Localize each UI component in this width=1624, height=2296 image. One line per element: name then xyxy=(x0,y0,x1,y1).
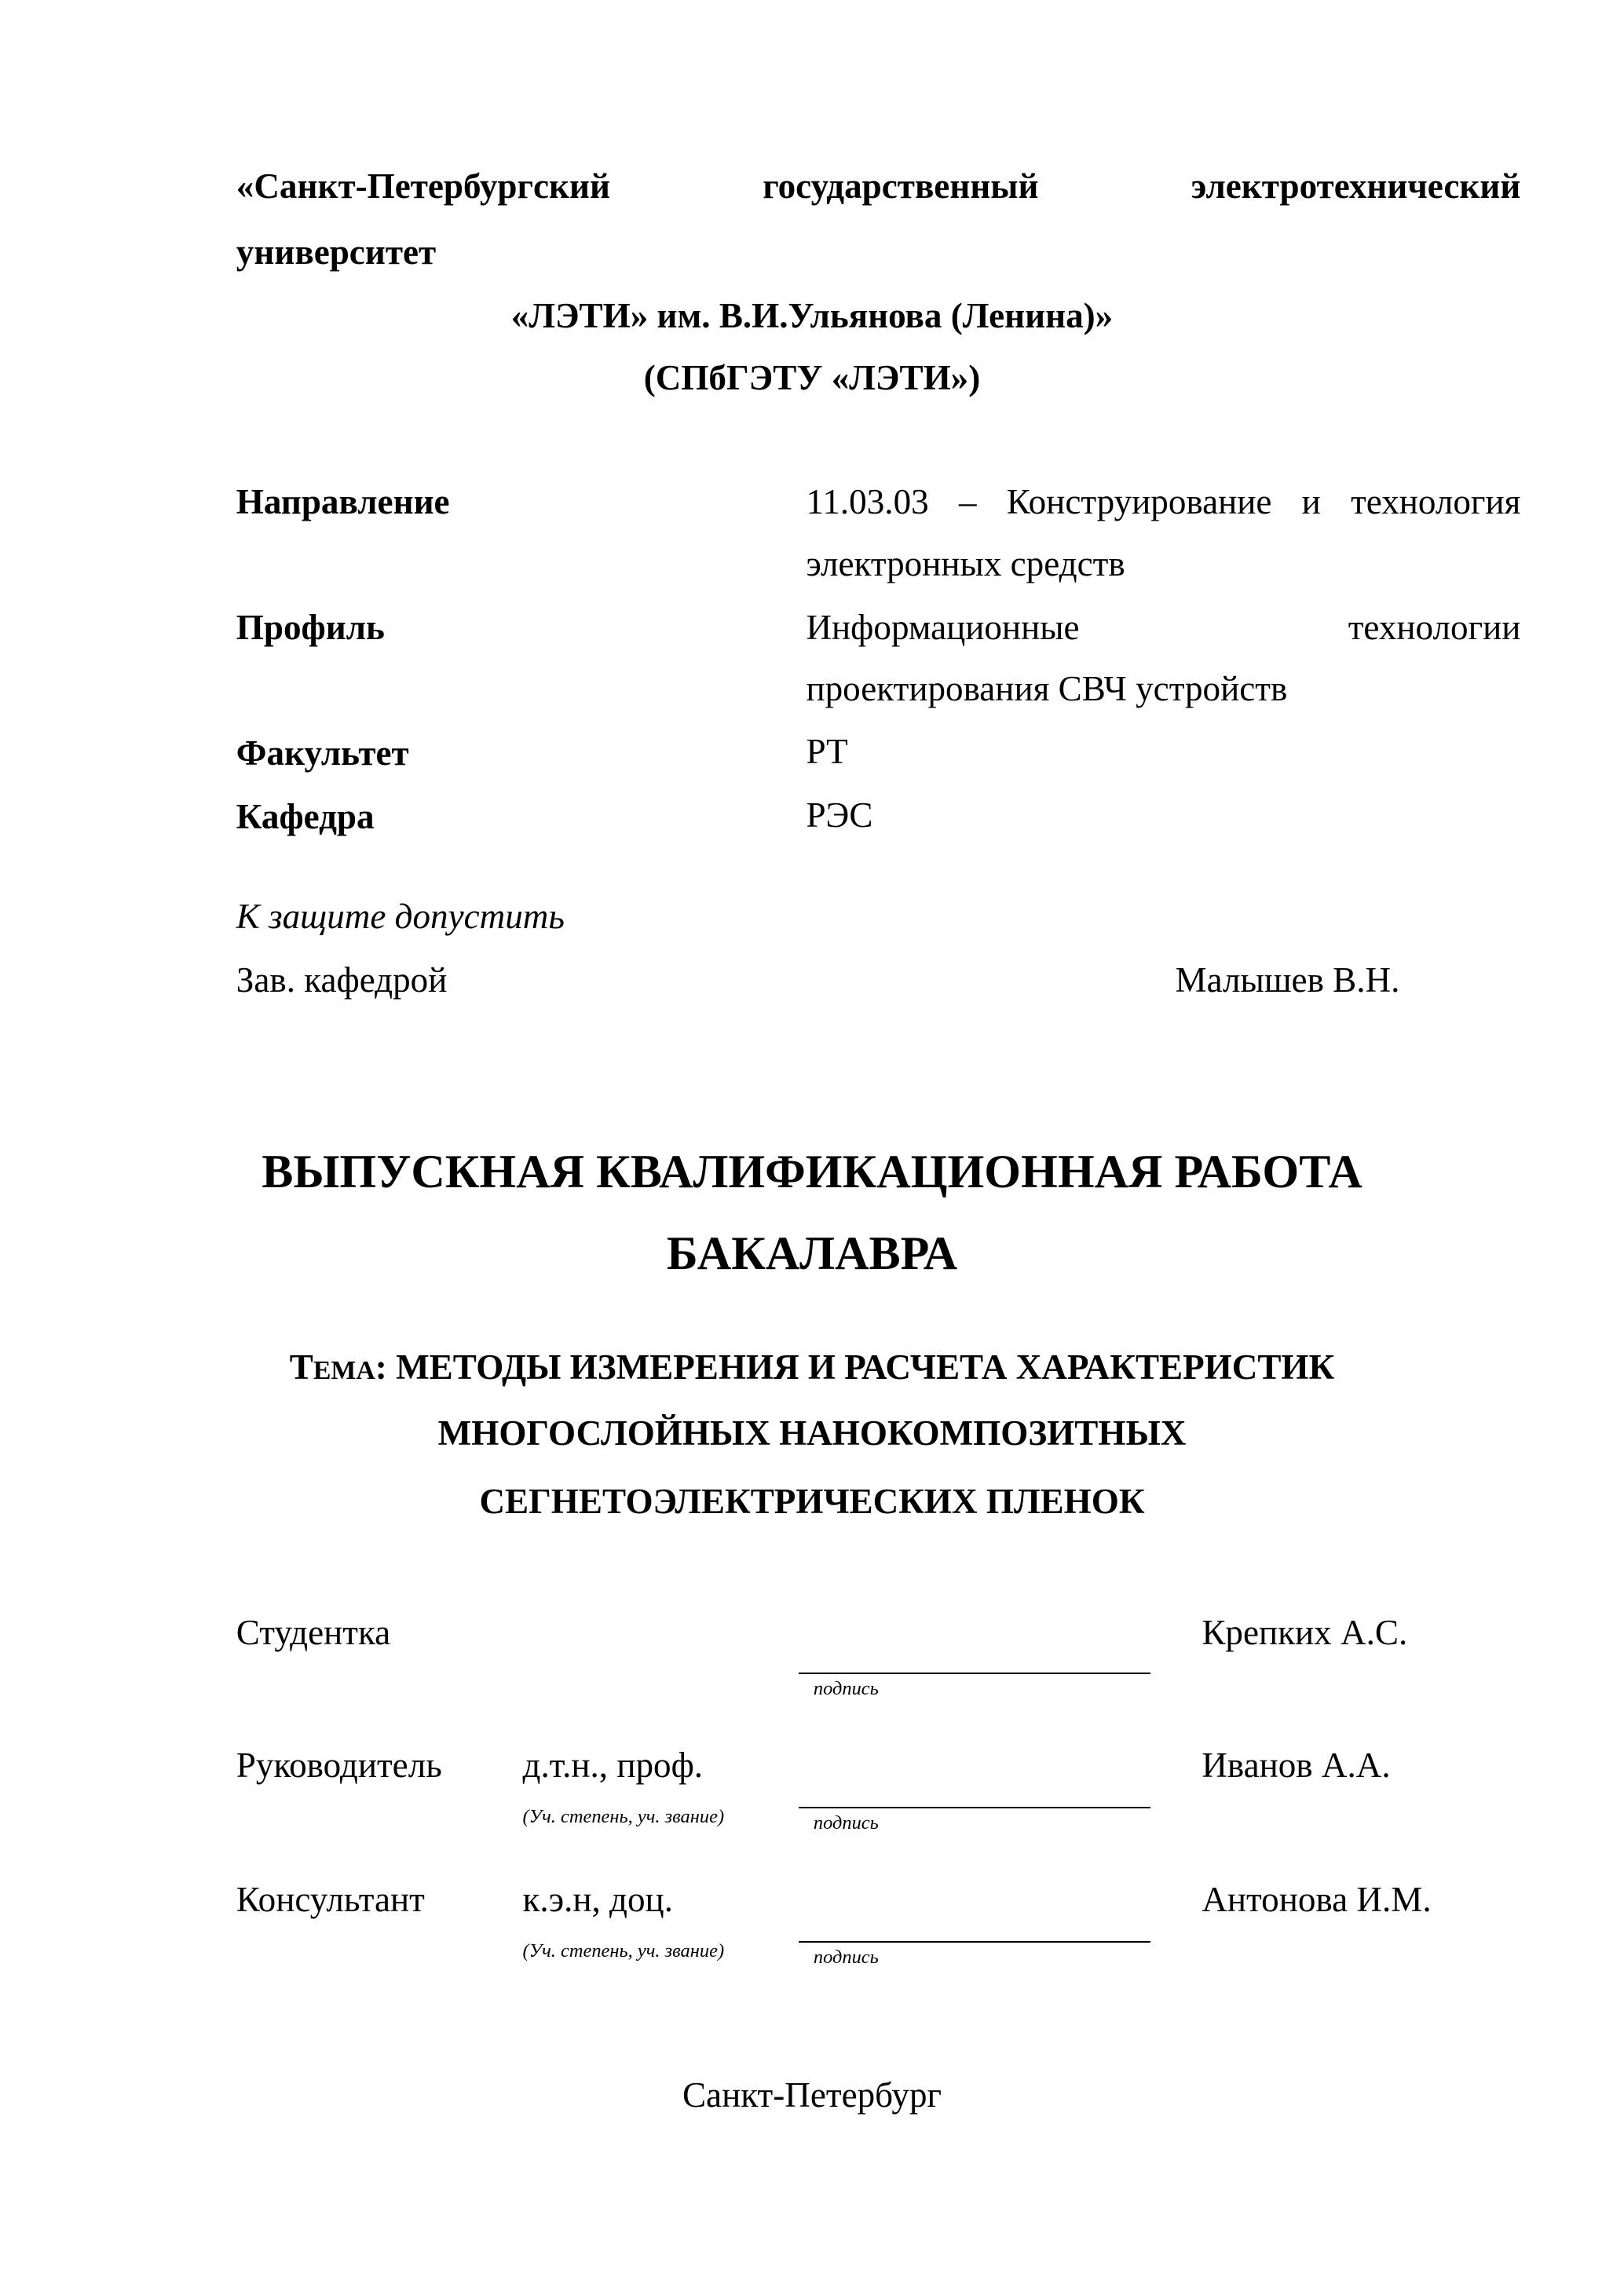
profile-value xyxy=(806,597,1520,721)
student-name: Крепких А.С. xyxy=(1202,1613,1408,1653)
theme-prefix xyxy=(290,1347,387,1387)
consultant-degree-caption: (Уч. степень, уч. звание) xyxy=(522,1940,725,1962)
direction-word: и xyxy=(1301,481,1321,521)
student-role: Студентка xyxy=(236,1613,391,1653)
theme-prefix-rest: ЕМА xyxy=(313,1355,375,1385)
direction-label: Направление xyxy=(236,482,450,522)
direction-word: Конструирование xyxy=(1006,481,1272,521)
profile-word: Информационные xyxy=(806,607,1080,647)
theme-text-line1: МЕТОДЫ ИЗМЕРЕНИЯ И РАСЧЕТА ХАРАКТЕРИСТИК xyxy=(396,1347,1335,1387)
theme-line2: МНОГОСЛОЙНЫХ НАНОКОМПОЗИТНЫХ xyxy=(437,1413,1187,1453)
faculty-value: РТ xyxy=(806,731,848,771)
supervisor-signature-caption: подпись xyxy=(813,1812,879,1834)
student-signature-caption: подпись xyxy=(813,1677,879,1699)
direction-value-line2: электронных средств xyxy=(806,543,1125,583)
city: Санкт-Петербург xyxy=(682,2075,942,2115)
theme-prefix-colon: : xyxy=(375,1347,387,1387)
thesis-title-line1: ВЫПУСКНАЯ КВАЛИФИКАЦИОННАЯ РАБОТА xyxy=(262,1146,1362,1199)
university-word: «Санкт-Петербургский xyxy=(236,166,610,206)
consultant-signature-line xyxy=(799,1941,1150,1943)
student-signature-line xyxy=(799,1673,1150,1674)
university-name-line2: университет xyxy=(236,232,437,272)
head-of-department-name: Малышев В.Н. xyxy=(1175,960,1400,1000)
faculty-label: Факультет xyxy=(236,733,409,773)
supervisor-signature-line xyxy=(799,1807,1150,1808)
department-value: РЭС xyxy=(806,795,873,835)
direction-word: 11.03.03 xyxy=(806,481,929,521)
profile-word: технологии xyxy=(1348,607,1521,647)
consultant-signature-caption: подпись xyxy=(813,1946,879,1968)
direction-word: – xyxy=(958,481,977,521)
department-label: Кафедра xyxy=(236,796,375,836)
admit-to-defense: К защите допустить xyxy=(236,897,565,937)
head-of-department-label: Зав. кафедрой xyxy=(236,960,448,1000)
direction-value-line1 xyxy=(806,471,1520,533)
university-abbreviation: (СПбГЭТУ «ЛЭТИ») xyxy=(643,358,981,398)
supervisor-name: Иванов А.А. xyxy=(1202,1746,1391,1786)
university-name-line3: «ЛЭТИ» им. В.И.Ульянова (Ленина)» xyxy=(510,296,1114,336)
supervisor-degree: д.т.н., проф. xyxy=(522,1746,704,1786)
profile-value-line2: проектирования СВЧ устройств xyxy=(806,669,1288,709)
profile-label: Профиль xyxy=(236,607,385,647)
supervisor-role: Руководитель xyxy=(236,1746,442,1786)
university-word: электротехнический xyxy=(1191,166,1521,206)
thesis-title-line2: БАКАЛАВРА xyxy=(666,1227,958,1280)
university-name-line1 xyxy=(236,163,1521,210)
consultant-degree: к.э.н, доц. xyxy=(522,1880,673,1920)
consultant-name: Антонова И.М. xyxy=(1202,1880,1432,1920)
university-word: государственный xyxy=(763,166,1039,206)
profile-value-line1 xyxy=(806,597,1520,659)
direction-word: технология xyxy=(1351,481,1521,521)
theme-prefix-cap: Т xyxy=(289,1347,313,1387)
theme-line3: СЕГНЕТОЭЛЕКТРИЧЕСКИХ ПЛЕНОК xyxy=(479,1481,1145,1521)
consultant-role: Консультант xyxy=(236,1880,425,1920)
theme-line1 xyxy=(0,1344,1624,1395)
supervisor-degree-caption: (Уч. степень, уч. звание) xyxy=(522,1806,725,1828)
direction-value xyxy=(806,471,1520,595)
